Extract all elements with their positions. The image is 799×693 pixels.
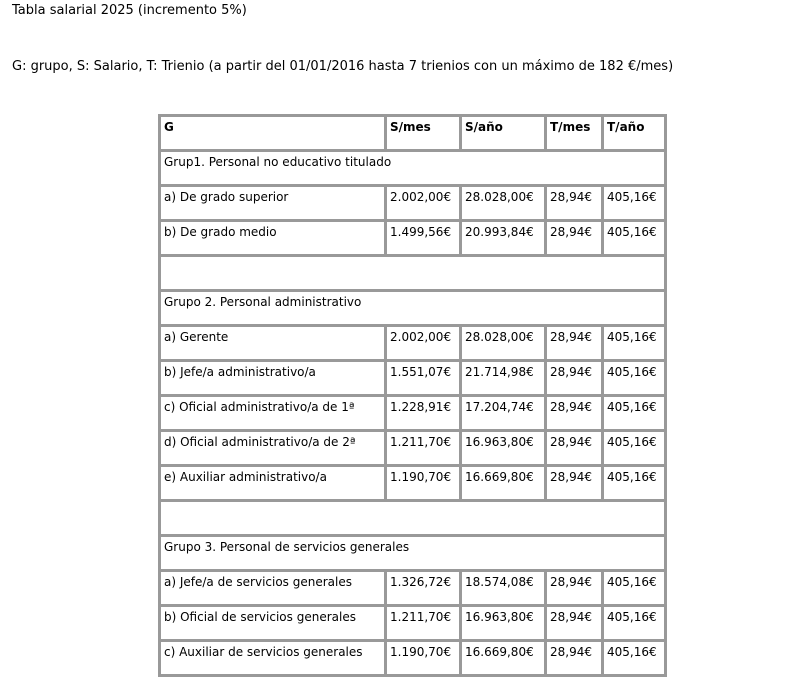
table-cell: a) De grado superior bbox=[160, 186, 386, 221]
table-cell: 17.204,74€ bbox=[461, 396, 546, 431]
table-cell: 405,16€ bbox=[603, 361, 666, 396]
header-s-ano: S/año bbox=[461, 116, 546, 151]
legend-text: G: grupo, S: Salario, T: Trienio (a partir del 01/01/2016 hasta 7 trienios con un máximo de 182 €/mes) bbox=[12, 59, 674, 74]
group-row bbox=[160, 536, 666, 571]
table-cell: 28,94€ bbox=[546, 571, 603, 606]
table-cell: 28,94€ bbox=[546, 361, 603, 396]
table-cell: 1.228,91€ bbox=[386, 396, 461, 431]
table-cell: a) Jefe/a de servicios generales bbox=[160, 571, 386, 606]
table-cell: 21.714,98€ bbox=[461, 361, 546, 396]
table-cell: 28,94€ bbox=[546, 186, 603, 221]
table-cell: 1.190,70€ bbox=[386, 466, 461, 501]
table-cell: 16.963,80€ bbox=[461, 606, 546, 641]
table-row bbox=[160, 641, 666, 676]
table-cell: 20.993,84€ bbox=[461, 221, 546, 256]
table-cell: b) De grado medio bbox=[160, 221, 386, 256]
salary-table bbox=[158, 114, 667, 677]
table-cell: 405,16€ bbox=[603, 571, 666, 606]
table-cell: 28,94€ bbox=[546, 606, 603, 641]
page-title: Tabla salarial 2025 (incremento 5%) bbox=[12, 3, 247, 18]
table-cell: 2.002,00€ bbox=[386, 326, 461, 361]
table-cell: 405,16€ bbox=[603, 221, 666, 256]
table-row bbox=[160, 361, 666, 396]
table-header-row bbox=[160, 116, 666, 151]
table-row bbox=[160, 466, 666, 501]
group-title: Grupo 3. Personal de servicios generales bbox=[160, 536, 666, 571]
table-cell: 1.499,56€ bbox=[386, 221, 461, 256]
table-cell: 28,94€ bbox=[546, 326, 603, 361]
table-cell: 405,16€ bbox=[603, 606, 666, 641]
table-cell: 1.551,07€ bbox=[386, 361, 461, 396]
table-cell: 405,16€ bbox=[603, 466, 666, 501]
table-cell: c) Auxiliar de servicios generales bbox=[160, 641, 386, 676]
table-row bbox=[160, 326, 666, 361]
table-row bbox=[160, 571, 666, 606]
group-title: Grup1. Personal no educativo titulado bbox=[160, 151, 666, 186]
table-cell: 28.028,00€ bbox=[461, 326, 546, 361]
table-row bbox=[160, 221, 666, 256]
table-cell: 405,16€ bbox=[603, 186, 666, 221]
table-cell: 2.002,00€ bbox=[386, 186, 461, 221]
table-row bbox=[160, 396, 666, 431]
table-cell: 405,16€ bbox=[603, 396, 666, 431]
table-cell: d) Oficial administrativo/a de 2ª bbox=[160, 431, 386, 466]
table-row bbox=[160, 431, 666, 466]
table-cell: 1.326,72€ bbox=[386, 571, 461, 606]
table-cell: 28,94€ bbox=[546, 466, 603, 501]
blank-row bbox=[160, 501, 666, 536]
table-cell: 1.190,70€ bbox=[386, 641, 461, 676]
group-title: Grupo 2. Personal administrativo bbox=[160, 291, 666, 326]
blank-cell bbox=[160, 256, 666, 291]
table-cell: 16.669,80€ bbox=[461, 466, 546, 501]
table-cell: 16.963,80€ bbox=[461, 431, 546, 466]
table-cell: 405,16€ bbox=[603, 641, 666, 676]
table-cell: 405,16€ bbox=[603, 431, 666, 466]
group-row bbox=[160, 291, 666, 326]
table-cell: 28,94€ bbox=[546, 431, 603, 466]
table-cell: b) Oficial de servicios generales bbox=[160, 606, 386, 641]
blank-cell bbox=[160, 501, 666, 536]
header-t-mes: T/mes bbox=[546, 116, 603, 151]
header-g: G bbox=[160, 116, 386, 151]
table-row bbox=[160, 606, 666, 641]
blank-row bbox=[160, 256, 666, 291]
table-cell: 28,94€ bbox=[546, 221, 603, 256]
table-cell: e) Auxiliar administrativo/a bbox=[160, 466, 386, 501]
table-cell: a) Gerente bbox=[160, 326, 386, 361]
table-cell: 28.028,00€ bbox=[461, 186, 546, 221]
table-cell: 28,94€ bbox=[546, 396, 603, 431]
group-row bbox=[160, 151, 666, 186]
table-row bbox=[160, 186, 666, 221]
table-cell: 1.211,70€ bbox=[386, 606, 461, 641]
table-cell: 18.574,08€ bbox=[461, 571, 546, 606]
table-cell: 405,16€ bbox=[603, 326, 666, 361]
header-t-ano: T/año bbox=[603, 116, 666, 151]
table-cell: c) Oficial administrativo/a de 1ª bbox=[160, 396, 386, 431]
table-cell: 28,94€ bbox=[546, 641, 603, 676]
header-s-mes: S/mes bbox=[386, 116, 461, 151]
table-cell: 16.669,80€ bbox=[461, 641, 546, 676]
table-cell: b) Jefe/a administrativo/a bbox=[160, 361, 386, 396]
table-cell: 1.211,70€ bbox=[386, 431, 461, 466]
